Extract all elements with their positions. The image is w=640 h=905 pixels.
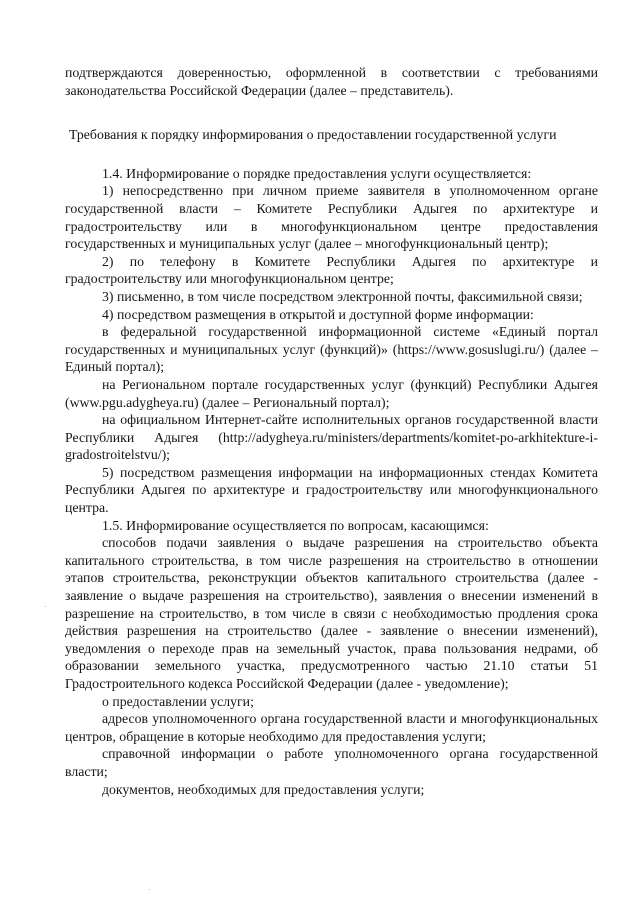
clause-1-5: 1.5. Информирование осуществляется по вопросам, касающимся: [102,517,489,533]
item-federal-portal: в федеральной государственной информационной системе «Единый портал государственных и муниципальных услуг (функций)» (https://www.gosuslugi.ru/) (далее – Единый портал); [65,324,598,375]
topic-application-methods: способов подачи заявления о выдаче разрешения на строительство объекта капитального строительства, в том числе разрешения на строительство в отношении этапов строительства, реконструкции объектов капитального строительства (далее - заявление о выдаче разрешения на строительство), заявления о внесении изменений в разрешение на строительство, в том числе в связи с необходимостью продления срока действия разрешения на строительство (далее - заявление о внесении изменений), уведомления о переходе прав на земельный участок, права пользования недрами, об образовании земельного участка, предусмотренного частью 21.10 статьи 51 Градостроительного кодекса Российской Федерации (далее - уведомление); [65,535,598,691]
item-written: 3) письменно, в том числе посредством электронной почты, факсимильной связи; [102,288,583,304]
topic-documents: документов, необходимых для предоставления услуги; [102,781,425,797]
item-regional-portal: на Региональном портале государственных услуг (функций) Республики Адыгея (www.pgu.adygheya.ru) (далее – Региональный портал); [65,376,598,410]
clause-1-4: 1.4. Информирование о порядке предоставления услуги осуществляется: [102,165,532,181]
topic-reference-info: справочной информации о работе уполномоченного органа государственной власти; [65,746,598,779]
intro-paragraph: подтверждаются доверенностью, оформленной в соответствии с требованиями законодательства Российской Федерации (далее – представитель). [65,65,598,98]
topic-addresses: адресов уполномоченного органа государственной власти и многофункциональных центров, обращение в которые необходимо для предоставления услуги; [65,711,598,744]
item-info-stands: 5) посредством размещения информации на информационных стендах Комитета Республики Адыгея по архитектуре и градостроительству или многофункционального центра. [65,464,598,516]
scan-speck [149,889,150,890]
item-phone: 2) по телефону в Комитете Республики Адыгея по архитектуре и градостроительству или многофункциональном центре; [65,253,598,287]
item-official-site: на официальном Интернет-сайте исполнительных органов государственной власти Республики Адыгея (http://adygheya.ru/ministers/departments/komitet-po-arkhitekture-i-gradostroitelstvu/); [65,412,598,463]
section-heading: Требования к порядку информирования о предоставлении государственной услуги [69,127,557,143]
topic-service-provision: о предоставлении услуги; [102,693,254,709]
item-in-person: 1) непосредственно при личном приеме заявителя в уполномоченном органе государственной власти – Комитете Республики Адыгея по архитектуре и градостроительству или в многофункциональном центре предоставления государственных и муниципальных услуг (далее – многофункциональный центр); [65,183,598,252]
item-publication: 4) посредством размещения в открытой и доступной форме информации: [102,306,534,322]
scan-speck [45,606,46,607]
